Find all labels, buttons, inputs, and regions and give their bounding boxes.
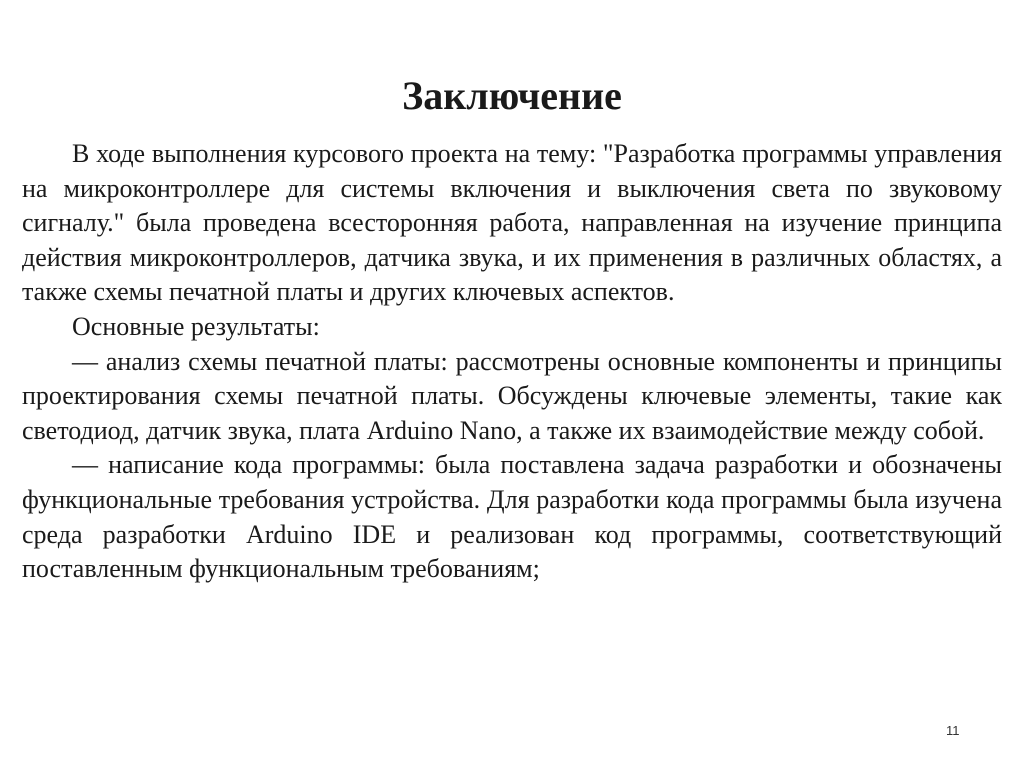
result-item-code-writing: — написание кода программы: была поставлена задача разработки и обозначены функциональные требования устройства. Для разработки кода программы была изучена среда разработки Arduino IDE и реализован код программы, соответствующий поставленным функциональным требованиям; [22,450,1002,584]
intro-paragraph: В ходе выполнения курсового проекта на тему: "Разработка программы управления на микроконтроллере для системы включения и выключения света по звуковому сигналу." была проведена всесторонняя работа, направленная на изучение принципа действия микроконтроллеров, датчика звука, и их применения в различных областях, а также схемы печатной платы и других ключевых аспектов. [22,139,1002,307]
result-item-pcb-analysis: — анализ схемы печатной платы: рассмотрены основные компоненты и принципы проектирования схемы печатной платы. Обсуждены ключевые элементы, такие как светодиод, датчик звука, плата Arduino Nano, а также их взаимодействие между собой. [22,346,1002,445]
page-number: 11 [946,723,960,738]
slide-body [22,137,1002,587]
slide-title: Заключение [402,73,622,118]
results-heading: Основные результаты: [72,311,320,341]
